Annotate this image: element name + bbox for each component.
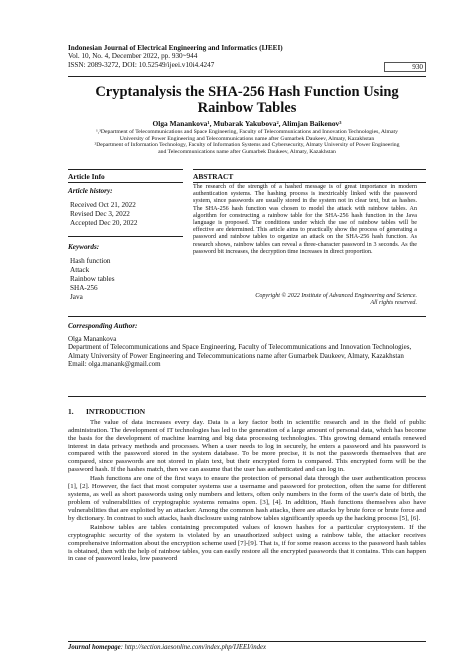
- introduction-heading: [68, 407, 145, 416]
- homepage-label: Journal homepage: [68, 644, 121, 651]
- abstract-bottom-rule: [193, 182, 426, 183]
- article-history-heading: Article history:: [68, 187, 113, 195]
- article-history: [70, 201, 137, 228]
- article-info-top-rule: [68, 169, 183, 170]
- abstract-top-rule: [193, 169, 426, 170]
- corresponding-author-heading: Corresponding Author:: [68, 322, 138, 330]
- rights-line: All rights reserved.: [370, 300, 417, 307]
- affiliations: [68, 129, 426, 156]
- abstract-heading: ABSTRACT: [193, 172, 234, 181]
- affiliation-line: ²Department of Information Technology, Faculty of Information Systems and Cybersecurity, Almaty University of Power Engineering: [94, 142, 400, 149]
- homepage-url[interactable]: : http://section.iaesonline.com/index.php/IJEEI/index: [120, 644, 267, 651]
- corresponding-top-rule: [68, 316, 426, 317]
- keyword: Java: [70, 293, 83, 301]
- footer-rule: [68, 641, 426, 642]
- affiliation-line: ¹,³Department of Telecommunications and Space Engineering, Faculty of Telecommunications and Innovation Technologies, Almaty: [96, 129, 398, 135]
- keyword: SHA-256: [70, 284, 98, 292]
- section-number: 1.: [68, 407, 74, 416]
- issn-line: ISSN: 2089-3272, DOI: 10.52549/ijeei.v10i4.4247: [68, 60, 215, 69]
- header-rule: [68, 76, 426, 77]
- keyword: Attack: [70, 266, 90, 274]
- page-number-box: [384, 62, 426, 72]
- corresponding-email: Email: olga.manank@gmail.com: [68, 360, 161, 369]
- paper-title: Cryptanalysis the SHA-256 Hash Function Using Rainbow Tables: [95, 84, 399, 116]
- corresponding-author-block: [68, 335, 426, 369]
- keywords-list: [70, 257, 115, 302]
- journal-header: [68, 44, 283, 69]
- page-number: 930: [412, 63, 423, 71]
- history-received: Received Oct 21, 2022: [70, 201, 136, 209]
- history-revised: Revised Dec 3, 2022: [70, 210, 130, 218]
- copyright-line: Copyright © 2022 Institute of Advanced Engineering and Science.: [255, 293, 417, 299]
- history-divider: [68, 236, 183, 237]
- volume-line: Vol. 10, No. 4, December 2022, pp. 930~944: [68, 52, 198, 61]
- journal-homepage-footer: [68, 644, 266, 651]
- keyword: Rainbow tables: [70, 275, 115, 283]
- keyword: Hash function: [70, 257, 111, 265]
- keywords-heading: Keywords:: [68, 243, 100, 251]
- introduction-body: [68, 419, 426, 565]
- affiliation-line: University of Power Engineering and Telecommunications name after Gumarbek Daukeev, Almaty, Kazakhstan: [119, 135, 375, 142]
- corresponding-bottom-rule: [68, 396, 426, 397]
- corresponding-address: Department of Telecommunications and Space Engineering, Faculty of Telecommunications and Innovation Technologies, Almaty University of Power Engineering and Telecommunications name after Gumarbek Daukeev, Almaty, Kazakhstan: [68, 343, 412, 360]
- history-accepted: Accepted Dec 20, 2022: [70, 219, 138, 227]
- article-info-heading: Article Info: [68, 172, 105, 181]
- journal-name: Indonesian Journal of Electrical Engineering and Informatics (IJEEI): [68, 44, 283, 52]
- authors: Olga Manankova¹, Mubarak Yakubova², Alimjan Baikenov³: [152, 119, 342, 128]
- affiliation-line: and Telecommunications name after Gumarbek Daukeev, Almaty, Kazakhstan: [158, 149, 336, 156]
- corresponding-name: Olga Manankova: [68, 335, 117, 343]
- section-title: INTRODUCTION: [86, 407, 146, 416]
- abstract-text: The research of the strength of a hashed message is of great importance in modern authentication systems. The hashing process is inextricably linked with the password system, since passwords are usually stored in the system not in clear text, but as hashes. The SHA-256 hash function was chosen to model the attack with rainbow tables. An algorithm for constructing a rainbow table for the SHA-256 hash function in the Java language is proposed. The conditions under which the use of rainbow tables will be effective are determined. This article aims to practically show the process of generating a password and rainbow tables to organize an attack on the SHA-256 hash function. As research shows, rainbow tables can reveal a three-character password in 3 seconds. As the password bit increases, the decryption time increases in direct proportion.: [193, 184, 417, 255]
- body-paragraph: Hash functions are one of the first ways to ensure the protection of personal data through the user authentication process [1], [2]. However, the fact that most computer systems use a username and password for protection, often the same for different systems, as well as short passwords using only numbers and letters, often only numbers in the form of the user's date of birth, the problem of vulnerabilities of cryptographic systems remains open. [3], [4]. In addition, Hash functions themselves also have vulnerabilities that are exploited by an attacker. Among the common hash attacks, there are attacks by brute force or brute force and by dictionary. In contrast to such attacks, hash disclosure using rainbow tables significantly speeds up the hacking process [5], [6].: [68, 475, 426, 522]
- copyright-notice: [193, 293, 417, 308]
- body-paragraph: Rainbow tables are tables containing precomputed values of known hashes for a particular cryptosystem. If the cryptographic security of the system is violated by an unauthorized subject using a rainbow table, the attacker receives comprehensive information about the encryption scheme used [7]-[9]. That is, if for some reason access to the password hash tables is obtained, then with the help of rainbow tables, you can easily restore all the encrypted passwords that it contains. This can happen in case of password leaks, low password: [68, 523, 426, 563]
- body-paragraph: The value of data increases every day. Data is a key factor both in scientific research and in the field of public administration. The development of IT technologies has led to the generation of a large amount of personal data, which has become the basis for the development of machine learning and big data processing technologies. This growing demand entails renewed interest in data privacy methods and processes. When a user needs to log in securely, he enters a password and his password is compared with the password stored in the system database. To be more precise, it is not the passwords themselves that are compared, since passwords are not stored in plain text, but their encrypted form is compared. This encrypted form will be the password hash. If the hashes match, then we can assume that the user has authenticated and can log in.: [68, 419, 426, 474]
- article-info-bottom-rule: [68, 182, 183, 183]
